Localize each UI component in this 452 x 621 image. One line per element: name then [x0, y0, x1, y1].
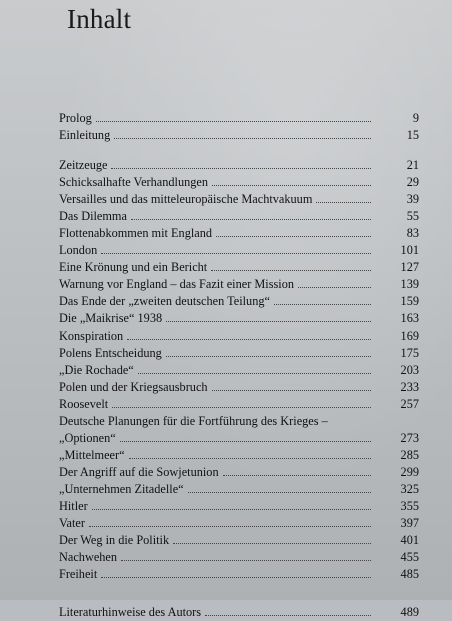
toc-entry-page: 257 [400, 396, 419, 411]
toc-entry-page: 39 [406, 192, 419, 207]
dot-leader [114, 138, 371, 139]
toc-entry [59, 566, 419, 582]
toc-entry-page: 101 [400, 243, 419, 258]
toc-entry-title: Der Weg in die Politik [59, 533, 170, 548]
toc-entry [59, 396, 419, 412]
dot-leader [129, 458, 371, 459]
toc-entry-page: 233 [400, 379, 419, 394]
toc-entry [59, 549, 419, 565]
toc-entry-page: 401 [400, 533, 419, 548]
toc-entry-page: 15 [406, 128, 419, 143]
toc-entry-page: 83 [406, 226, 419, 241]
dot-leader [127, 339, 371, 340]
toc-entry [59, 413, 419, 446]
toc-entry-page: 485 [400, 567, 419, 582]
dot-leader [112, 407, 371, 408]
dot-leader [138, 373, 371, 374]
toc-entry [59, 464, 419, 480]
toc-entry-page: 159 [400, 294, 419, 309]
toc-entry-page: 21 [406, 158, 419, 173]
toc-entry-page: 325 [400, 481, 419, 496]
toc-entry [59, 259, 419, 275]
toc-entry [59, 498, 419, 514]
toc-entry-title-line1: Deutsche Planungen für die Fortführung des Krieges – [59, 413, 328, 428]
toc-entry-page: 455 [400, 550, 419, 565]
toc-entry-page: 175 [400, 345, 419, 360]
dot-leader [173, 543, 371, 544]
toc-entry [59, 293, 419, 309]
toc-entry-page: 9 [412, 111, 419, 125]
toc-entry-title: Freiheit [59, 567, 98, 582]
toc-entry-title: Flottenabkommen mit England [59, 226, 213, 241]
dot-leader [211, 270, 371, 271]
toc-entry-title: Vater [59, 515, 85, 530]
toc-entry [59, 110, 419, 126]
toc-entry-title: Schicksalhafte Verhandlungen [59, 175, 208, 190]
toc-entry [59, 191, 419, 207]
toc-entry-title: Roosevelt [59, 396, 109, 411]
toc-entry-title: Einleitung [59, 128, 111, 143]
dot-leader [120, 441, 371, 442]
toc-entry-title: Warnung vor England – das Fazit einer Mission [59, 277, 294, 292]
toc-entry-title: Das Ende der „zweiten deutschen Teilung“ [59, 294, 270, 309]
dot-leader [101, 253, 371, 254]
dot-leader [205, 615, 371, 616]
dot-leader [223, 475, 371, 476]
toc-entry-title: Zeitzeuge [59, 158, 108, 173]
toc-entry-page: 169 [400, 328, 419, 343]
toc-entry-page: 139 [400, 277, 419, 292]
toc-entry-title: „Die Rochade“ [59, 362, 134, 377]
dot-leader [212, 390, 371, 391]
toc-entry [59, 447, 419, 463]
dot-leader [89, 526, 371, 527]
toc-entry-title: Literaturhinweise des Autors [59, 605, 202, 620]
toc-entry-page: 163 [400, 311, 419, 326]
toc-entry [59, 174, 419, 190]
toc-entry-title: Das Dilemma [59, 209, 127, 224]
toc-entry-title: Die „Maikrise“ 1938 [59, 311, 163, 326]
dot-leader [316, 202, 371, 203]
toc-entry-title: Polen und der Kriegsausbruch [59, 379, 208, 394]
toc-entry [59, 379, 419, 395]
dot-leader [121, 560, 371, 561]
toc-entry [59, 276, 419, 292]
dot-leader [96, 121, 371, 122]
toc-entry [59, 362, 419, 378]
dot-leader [274, 304, 371, 305]
toc-entry-title: Konspiration [59, 328, 124, 343]
toc-entry [59, 157, 419, 173]
toc-entry-title: Der Angriff auf die Sowjetunion [59, 464, 219, 479]
toc-entry-page: 355 [400, 498, 419, 513]
dot-leader [111, 168, 371, 169]
toc-entry [59, 127, 419, 143]
toc-entry-page: 397 [400, 515, 419, 530]
table-of-contents [59, 110, 419, 621]
toc-entry [59, 208, 419, 224]
dot-leader [298, 287, 371, 288]
toc-entry [59, 345, 419, 361]
dot-leader [212, 185, 371, 186]
toc-entry-title: „Optionen“ [59, 430, 116, 445]
toc-entry [59, 481, 419, 497]
toc-entry-page: 55 [406, 209, 419, 224]
toc-entry [59, 604, 419, 620]
toc-entry [59, 225, 419, 241]
dot-leader [101, 577, 371, 578]
dot-leader [216, 236, 371, 237]
dot-leader [166, 356, 371, 357]
toc-entry [59, 328, 419, 344]
toc-entry-page: 29 [406, 175, 419, 190]
toc-entry-title: Eine Krönung und ein Bericht [59, 260, 208, 275]
toc-entry-title: Versailles und das mitteleuropäische Machtvakuum [59, 192, 313, 207]
toc-entry [59, 242, 419, 258]
toc-entry [59, 515, 419, 531]
toc-entry-page: 273 [400, 430, 419, 445]
dot-leader [131, 219, 371, 220]
dot-leader [188, 492, 371, 493]
toc-entry-page: 285 [400, 447, 419, 462]
toc-entry-page: 127 [400, 260, 419, 275]
toc-entry-title: Polens Entscheidung [59, 345, 162, 360]
toc-entry-page: 203 [400, 362, 419, 377]
toc-entry-title: Nachwehen [59, 550, 118, 565]
toc-entry-title: Hitler [59, 498, 88, 513]
toc-entry-title: London [59, 243, 98, 258]
toc-entry [59, 532, 419, 548]
toc-entry-page: 299 [400, 464, 419, 479]
toc-entry-title: „Mittelmeer“ [59, 447, 125, 462]
toc-entry-title: Prolog [59, 111, 92, 125]
page-heading: Inhalt [67, 4, 132, 34]
toc-entry-page: 489 [400, 605, 419, 620]
toc-entry [59, 310, 419, 326]
toc-entry-title: „Unternehmen Zitadelle“ [59, 481, 184, 496]
dot-leader [92, 509, 371, 510]
dot-leader [166, 321, 371, 322]
